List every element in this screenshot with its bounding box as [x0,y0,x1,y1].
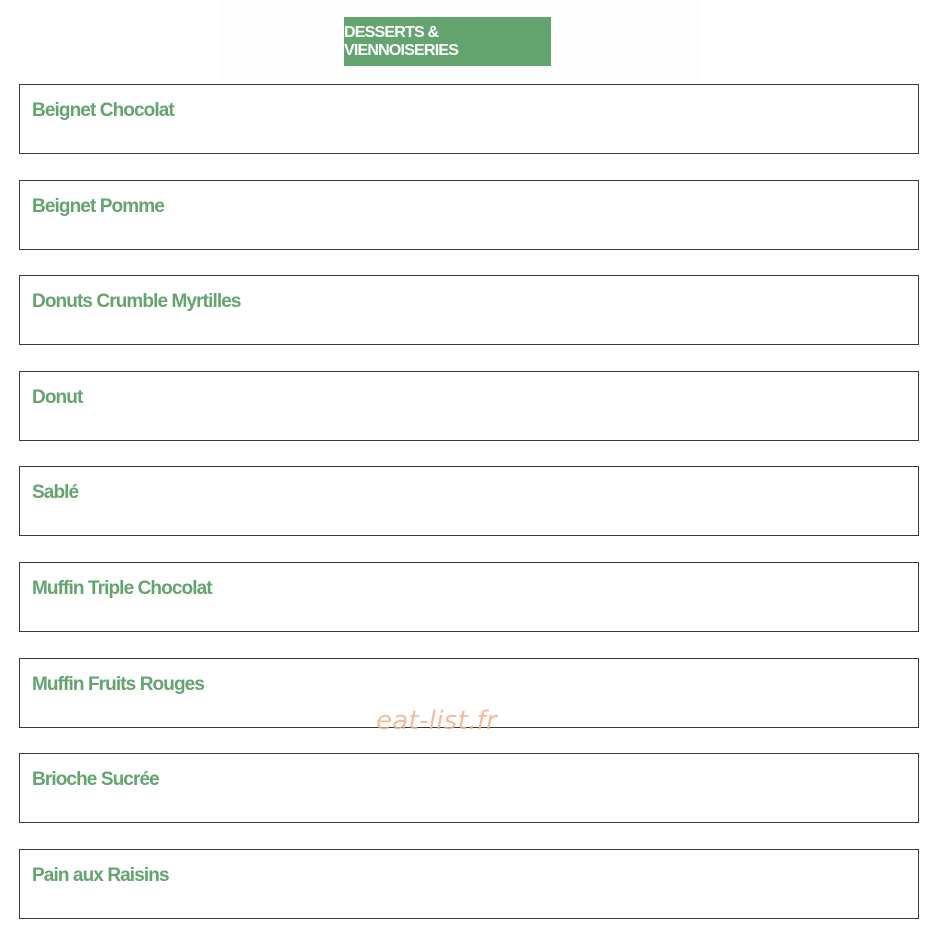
menu-item-name: Brioche Sucrée [32,769,159,791]
menu-item-name: Beignet Chocolat [32,100,174,121]
menu-item[interactable] [19,753,919,823]
category-tab-desserts[interactable]: DESSERTS & VIENNOISERIES [344,17,551,66]
menu-item[interactable] [19,180,919,250]
menu-item-name: Beignet Pomme [32,195,164,217]
watermark-text: eat-list.fr [376,706,498,736]
menu-item-name: Donuts Crumble Myrtilles [32,291,241,313]
menu-item[interactable] [19,275,919,345]
menu-item-list [19,84,919,944]
menu-item-name: Donut [32,386,83,408]
menu-item-name: Sablé [32,482,79,504]
menu-item[interactable] [19,371,919,441]
menu-item[interactable] [19,849,919,919]
menu-item[interactable] [19,84,919,154]
menu-item[interactable] [19,562,919,632]
menu-item[interactable] [19,466,919,536]
menu-item-name: Pain aux Raisins [32,864,169,886]
menu-item-name: Muffin Triple Chocolat [32,577,212,599]
menu-item-name: Muffin Fruits Rouges [32,673,204,695]
